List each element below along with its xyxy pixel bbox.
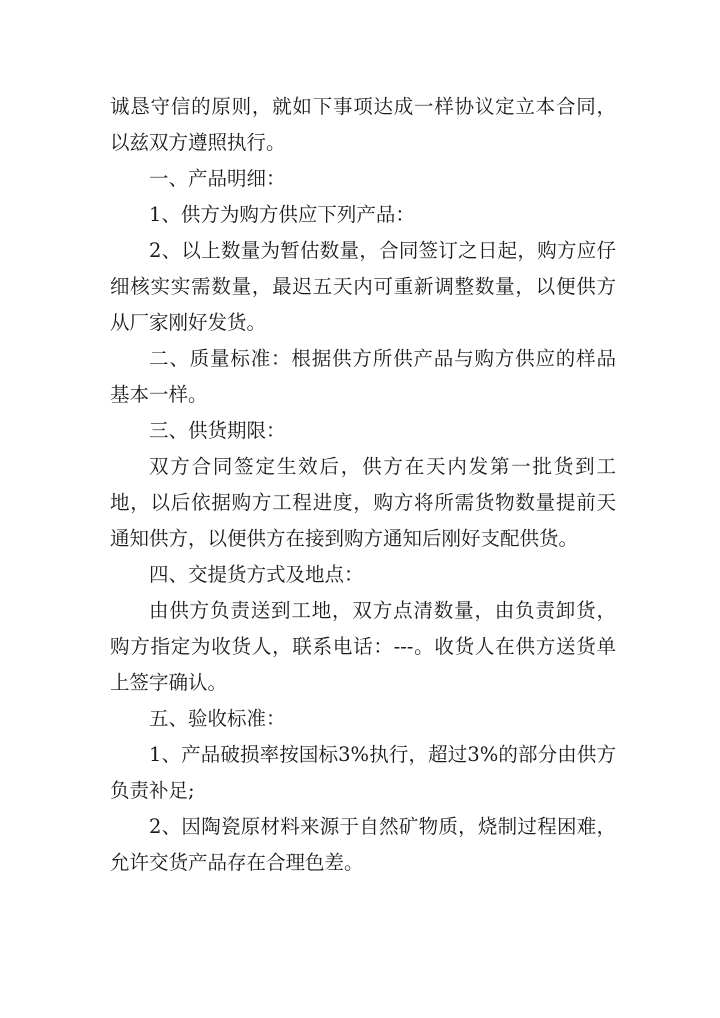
heading-delivery-method: 四、交提货方式及地点： [149,563,364,586]
paragraph-color-difference: 2、因陶瓷原材料来源于自然矿物质，烧制过程困难，允许交货产品存在合理色差。 [110,815,616,874]
paragraph-quantity: 2、以上数量为暂估数量，合同签订之日起，购方应仔细核实实需数量，最迟五天内可重新调整数量，以便供方从厂家刚好发货。 [110,239,616,334]
paragraph-breakage-rate: 1、产品破损率按国标3%执行，超过3%的部分由供方负责补足; [110,743,616,802]
paragraph-delivery-method: 由供方负责送到工地，双方点清数量，由负责卸货，购方指定为收货人，联系电话：---。收货人在供方送货单上签字确认。 [110,599,616,694]
paragraph-product-list: 1、供方为购方供应下列产品： [149,203,415,226]
heading-product-details: 一、产品明细： [149,167,286,190]
paragraph-supply-period: 双方合同签定生效后，供方在天内发第一批货到工地，以后依据购方工程进度，购方将所需货物数量提前天通知供方，以便供方在接到购方通知后刚好支配供货。 [110,455,616,550]
heading-acceptance-standard: 五、验收标准： [149,707,286,730]
heading-supply-period: 三、供货期限： [149,419,286,442]
paragraph-quality-standard: 二、质量标准：根据供方所供产品与购方供应的样品基本一样。 [110,347,616,406]
paragraph-intro: 诚恳守信的原则，就如下事项达成一样协议定立本合同，以兹双方遵照执行。 [110,95,616,154]
document-body [110,89,616,881]
